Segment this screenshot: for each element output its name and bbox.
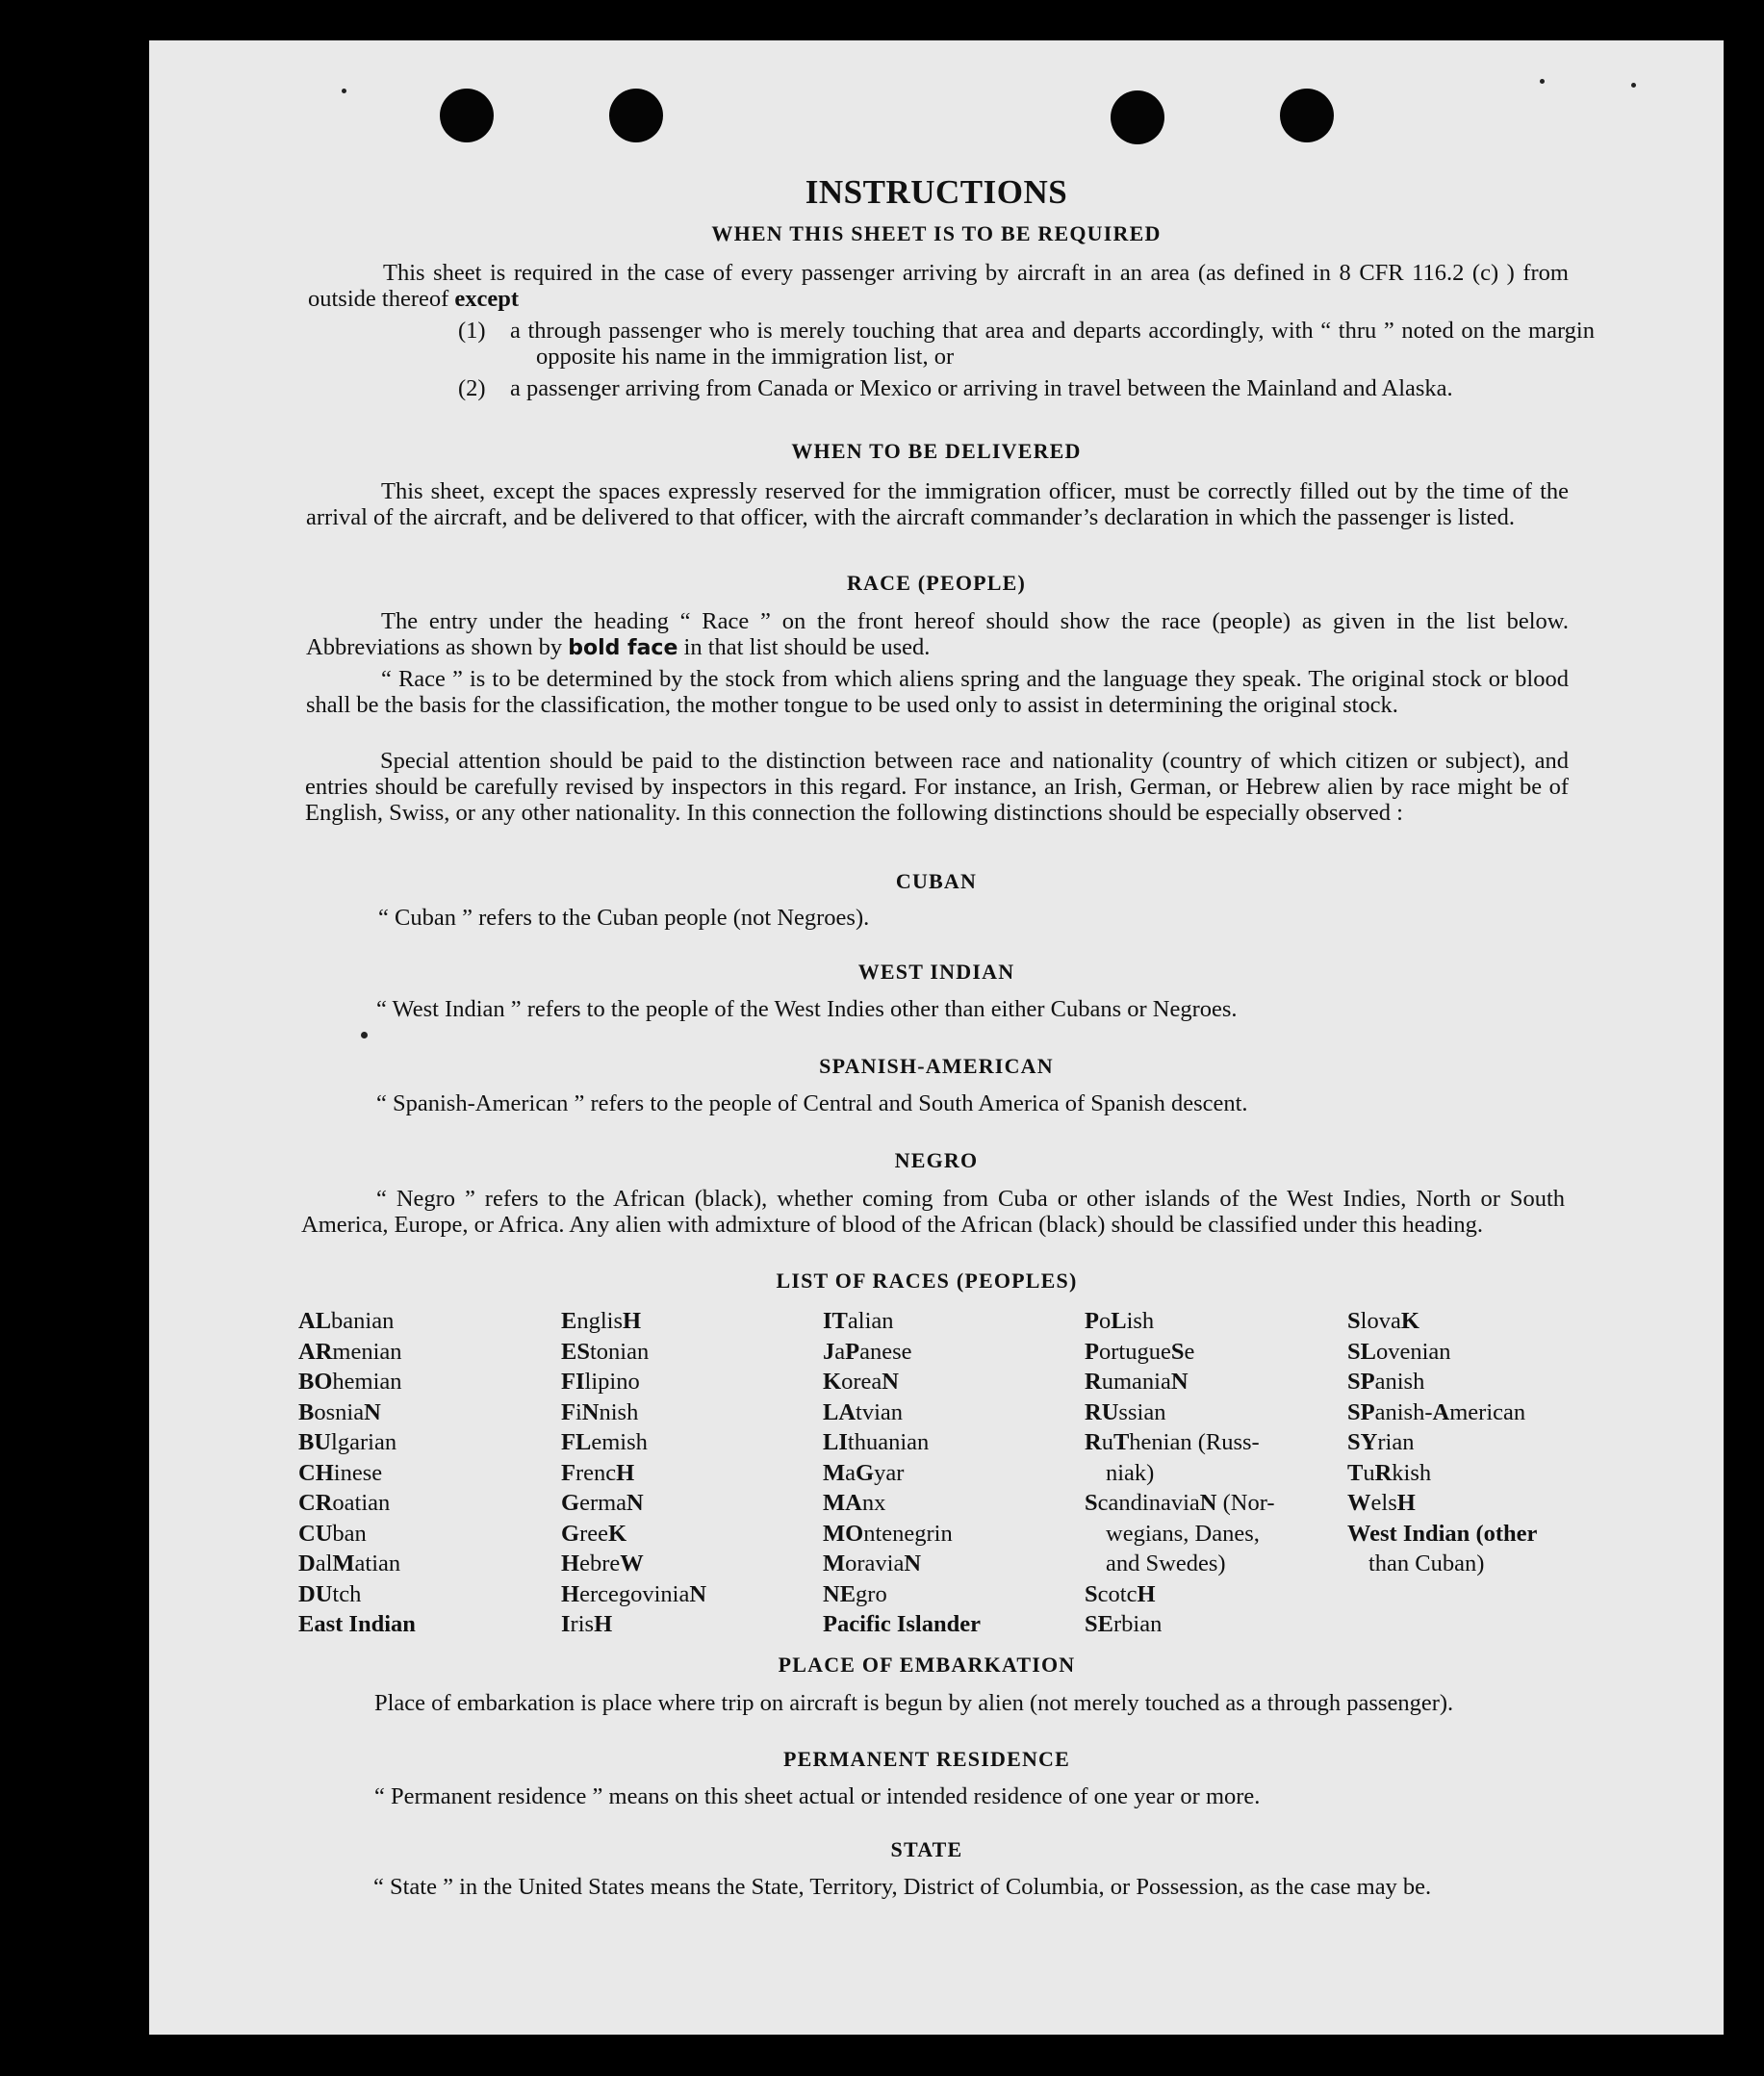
bold-text: except [454,286,520,312]
paragraph: “ Cuban ” refers to the Cuban people (not Negroes). [378,905,870,931]
section-heading: RACE (PEOPLE) [846,571,1027,595]
race-entry: FIlipino [561,1369,640,1395]
paragraph: “ West Indian ” refers to the people of the West Indies other than either Cubans or Negroes. [376,996,1238,1022]
race-entry: SPanish [1347,1369,1425,1395]
race-entry: CUban [298,1520,367,1547]
race-entry: East Indian [298,1611,416,1637]
section-heading: WEST INDIAN [857,960,1015,984]
race-column [823,1306,1083,1640]
race-entry: DalMatian [298,1551,401,1576]
paragraph [306,608,1569,661]
race-entry: GreeK [561,1520,627,1547]
item-number: (1) [458,318,486,344]
paragraph-text: This sheet is required in the case of every passenger arriving by aircraft in an area (as defined in 8 CFR 116.2 (c) ) from outside thereof [308,260,1569,312]
paragraph: Place of embarkation is place where trip on aircraft is begun by alien (not merely touched as a through passenger). [374,1690,1454,1716]
paragraph: “ Negro ” refers to the African (black), whether coming from Cuba or other islands of the West Indies, North or South America, Europe, or Africa. Any alien with admixture of blood of the African (black) should be classified under this heading. [301,1186,1565,1238]
paragraph: “ Spanish-American ” refers to the people of Central and South America of Spanish descent. [376,1090,1248,1116]
paragraph [308,260,1569,312]
instructions-content [149,40,1724,2035]
race-entry: PortugueSe [1085,1338,1195,1365]
race-entry: ScotcH [1085,1580,1156,1607]
section-heading: WHEN THIS SHEET IS TO BE REQUIRED [711,221,1162,245]
race-entry: MOntenegrin [823,1520,953,1547]
race-entry: FiNnish [561,1398,639,1425]
section-heading: STATE [890,1837,963,1861]
race-entry: ARmenian [298,1338,402,1365]
race-entry: Pacific Islander [823,1611,981,1637]
race-entry: KoreaN [823,1369,899,1395]
race-entry: HercegoviniaN [561,1580,707,1607]
race-entry: BOhemian [298,1369,402,1395]
race-entry: FrencH [561,1459,635,1486]
race-entry: wegians, Danes, [1106,1520,1260,1547]
race-entry: MAnx [823,1490,886,1516]
race-column [561,1306,821,1640]
race-entry: DUtch [298,1580,362,1607]
paragraph: “ Race ” is to be determined by the stock from which aliens spring and the language they speak. The original stock or blood shall be the basis for the classification, the mother tongue to be used only to assist in determining the original stock. [306,666,1569,718]
race-entry: EStonian [561,1338,650,1365]
race-entry: SLovenian [1347,1338,1451,1365]
race-entry: SErbian [1085,1611,1163,1637]
race-entry: ScandinaviaN (Nor- [1085,1490,1275,1516]
race-entry: and Swedes) [1106,1551,1226,1576]
paragraph: Special attention should be paid to the distinction between race and nationality (country of which citizen or subject), and entries should be carefully revised by inspectors in this regard. For instance, an Irish, German, or Hebrew alien by race might be of English, Swiss, or any other nationality. In this connection the following distinctions should be especially observed : [305,748,1569,826]
section-heading: NEGRO [894,1148,979,1172]
race-column [1347,1306,1607,1579]
race-entry: niak) [1106,1459,1155,1486]
item-number: (2) [458,375,486,401]
bold-text: bold face [568,636,678,660]
list-item: a through passenger who is merely touching that area and departs accordingly, with “ thru ” noted on the margin opposite his name in the immigration list, or [510,318,1595,370]
race-entry: BosniaN [298,1398,381,1425]
paragraph-text: in that list should be used. [683,634,931,660]
race-entry: ITalian [823,1308,894,1334]
race-entry: BUlgarian [298,1429,397,1455]
race-entry: RUssian [1085,1398,1166,1425]
race-entry: JaPanese [823,1338,912,1365]
race-entry: than Cuban) [1368,1551,1485,1576]
race-entry: WelsH [1347,1490,1416,1516]
list-heading: LIST OF RACES (PEOPLES) [776,1269,1078,1293]
document-page [149,40,1724,2035]
race-entry: IrisH [561,1611,613,1637]
race-entry: RuThenian (Russ- [1085,1429,1260,1455]
race-entry: SPanish-American [1347,1398,1526,1425]
section-heading: PLACE OF EMBARKATION [778,1653,1076,1677]
race-entry: FLemish [561,1429,648,1455]
race-entry: CRoatian [298,1490,391,1516]
paragraph: “ Permanent residence ” means on this sheet actual or intended residence of one year or more. [374,1783,1261,1809]
race-entry: MoraviaN [823,1551,922,1576]
race-entry: West Indian (other [1347,1520,1538,1547]
race-column [298,1306,558,1640]
race-entry: GermaN [561,1490,644,1516]
race-entry: SlovaK [1347,1308,1419,1334]
paragraph: This sheet, except the spaces expressly reserved for the immigration officer, must be correctly filled out by the time of the arrival of the aircraft, and be delivered to that officer, with the aircraft commander’s declaration in which the passenger is listed. [306,478,1569,530]
race-entry: PoLish [1085,1308,1155,1334]
race-column [1085,1306,1325,1640]
section-heading: SPANISH-AMERICAN [819,1054,1054,1078]
race-list [149,1306,1724,1681]
race-entry: SYrian [1347,1429,1415,1455]
race-entry: RumaniaN [1085,1369,1189,1395]
race-entry: NEgro [823,1580,887,1607]
paragraph-text: The entry under the heading “ Race ” on the front hereof should show the race (people) as given in the list below. Abbreviations as shown by [306,608,1569,660]
section-heading: WHEN TO BE DELIVERED [791,439,1082,463]
section-heading: CUBAN [895,869,978,893]
page-title: INSTRUCTIONS [805,173,1068,211]
list-item: a passenger arriving from Canada or Mexico or arriving in travel between the Mainland and Alaska. [510,375,1453,401]
race-entry: EnglisH [561,1308,642,1334]
race-entry: TuRkish [1347,1459,1432,1486]
race-entry: MaGyar [823,1459,905,1486]
section-heading: PERMANENT RESIDENCE [782,1747,1071,1771]
race-entry: LAtvian [823,1398,904,1425]
race-entry: CHinese [298,1459,383,1486]
paragraph: “ State ” in the United States means the State, Territory, District of Columbia, or Possession, as the case may be. [373,1874,1432,1900]
race-entry: ALbanian [298,1308,395,1334]
race-entry: LIthuanian [823,1429,930,1455]
race-entry: HebreW [561,1551,644,1576]
